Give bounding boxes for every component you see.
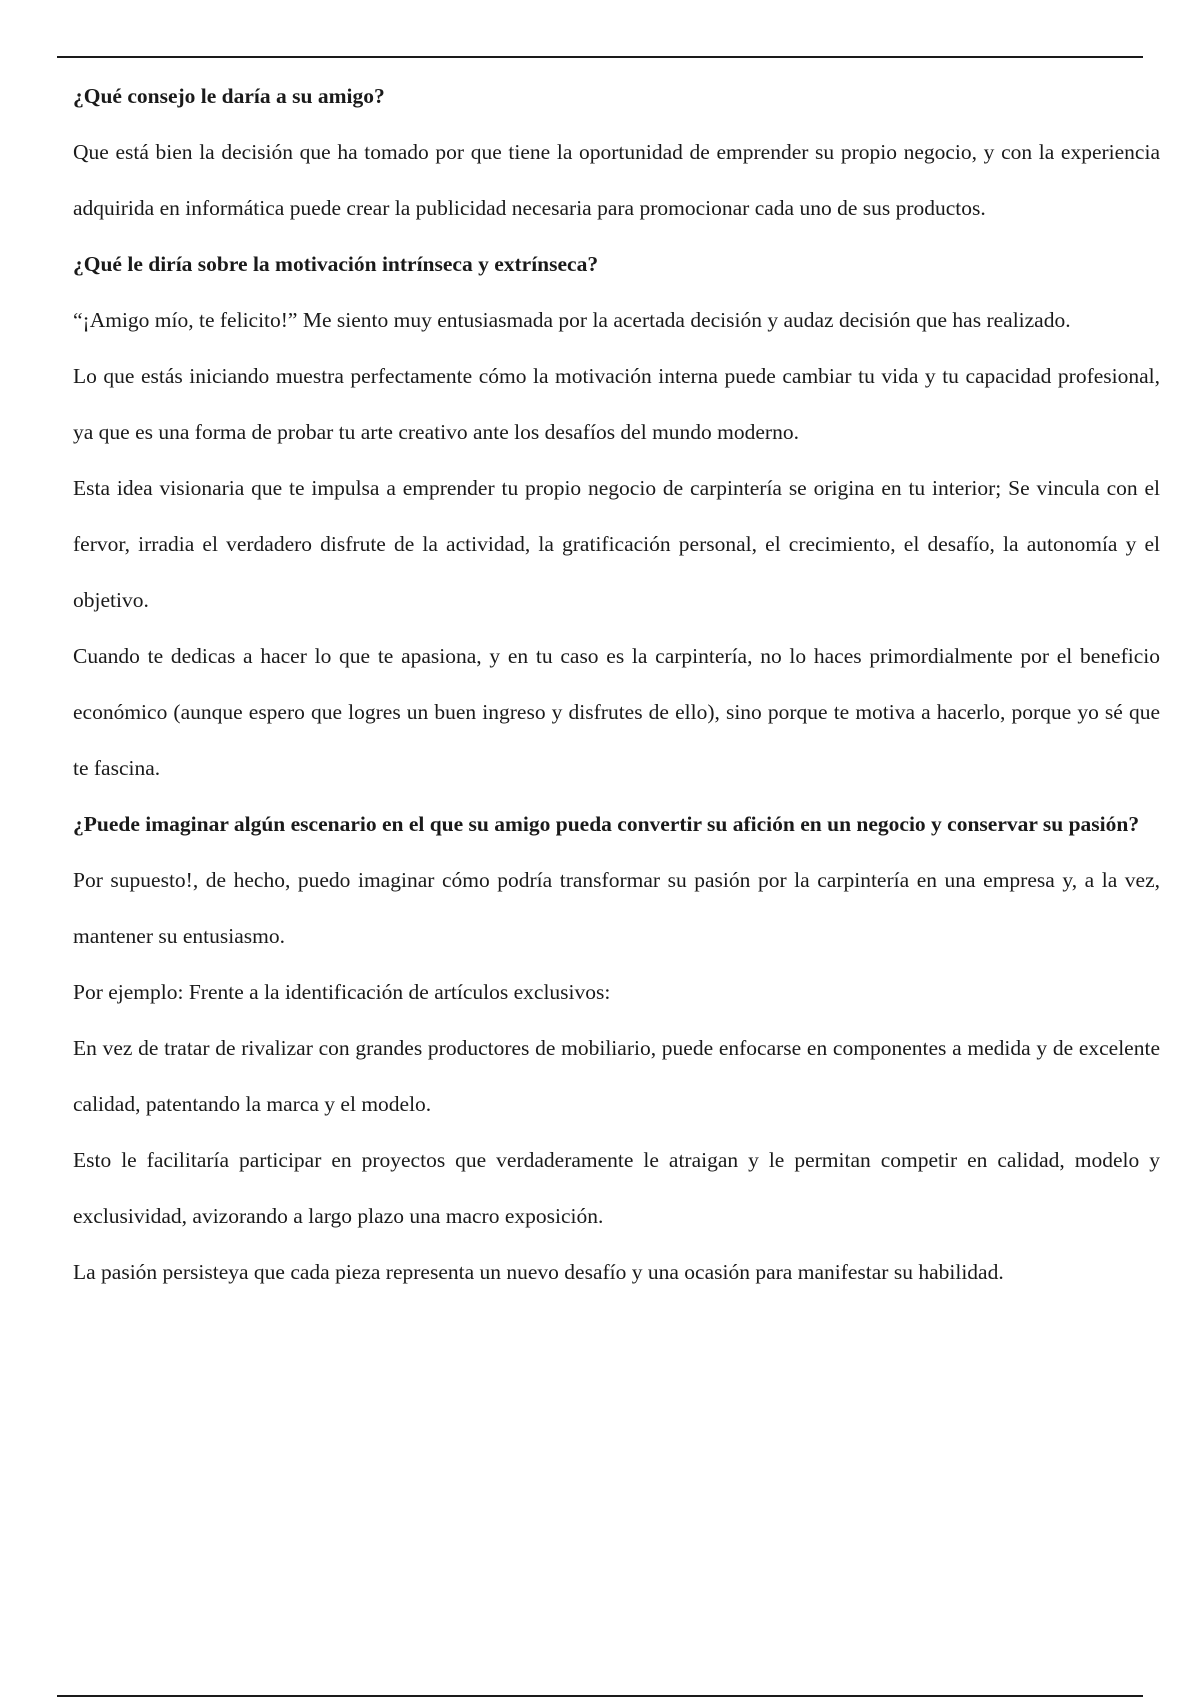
- question-advice: ¿Qué consejo le daría a su amigo?: [73, 84, 385, 108]
- paragraph-of-course: Por supuesto!, de hecho, puedo imaginar cómo podría transformar su pasión por la carpintería en una empresa y, a la vez, mantener su entusiasmo.: [73, 868, 1160, 948]
- answer-advice: Que está bien la decisión que ha tomado por que tiene la oportunidad de emprender su propio negocio, y con la experiencia adquirida en informática puede crear la publicidad necesaria para promocionar cada uno de sus productos.: [73, 140, 1160, 220]
- paragraph-congratulations: “¡Amigo mío, te felicito!” Me siento muy entusiasmada por la acertada decisión y audaz decisión que has realizado.: [73, 308, 1071, 332]
- paragraph-projects: Esto le facilitaría participar en proyectos que verdaderamente le atraigan y le permitan competir en calidad, modelo y exclusividad, avizorando a largo plazo una macro exposición.: [73, 1148, 1160, 1228]
- paragraph-visionary-idea: Esta idea visionaria que te impulsa a emprender tu propio negocio de carpintería se origina en tu interior; Se vincula con el fervor, irradia el verdadero disfrute de la actividad, la gratificación personal, el crecimiento, el desafío, la autonomía y el objetivo.: [73, 476, 1160, 612]
- paragraph-example: Por ejemplo: Frente a la identificación de artículos exclusivos:: [73, 980, 611, 1004]
- paragraph-persistence: La pasión persisteya que cada pieza representa un nuevo desafío y una ocasión para manifestar su habilidad.: [73, 1260, 1004, 1284]
- paragraph-internal-motivation: Lo que estás iniciando muestra perfectamente cómo la motivación interna puede cambiar tu vida y tu capacidad profesional, ya que es una forma de probar tu arte creativo ante los desafíos del mundo moderno.: [73, 364, 1160, 444]
- footer-rule: [57, 1695, 1143, 1697]
- document-body: [73, 68, 1160, 1300]
- paragraph-custom-components: En vez de tratar de rivalizar con grandes productores de mobiliario, puede enfocarse en componentes a medida y de excelente calidad, patentando la marca y el modelo.: [73, 1036, 1160, 1116]
- header-rule: [57, 56, 1143, 58]
- paragraph-passion: Cuando te dedicas a hacer lo que te apasiona, y en tu caso es la carpintería, no lo haces primordialmente por el beneficio económico (aunque espero que logres un buen ingreso y disfrutes de ello), sino porque te motiva a hacerlo, porque yo sé que te fascina.: [73, 644, 1160, 780]
- question-motivation: ¿Qué le diría sobre la motivación intrínseca y extrínseca?: [73, 252, 599, 276]
- question-scenario: ¿Puede imaginar algún escenario en el que su amigo pueda convertir su afición en un negocio y conservar su pasión?: [73, 812, 1140, 836]
